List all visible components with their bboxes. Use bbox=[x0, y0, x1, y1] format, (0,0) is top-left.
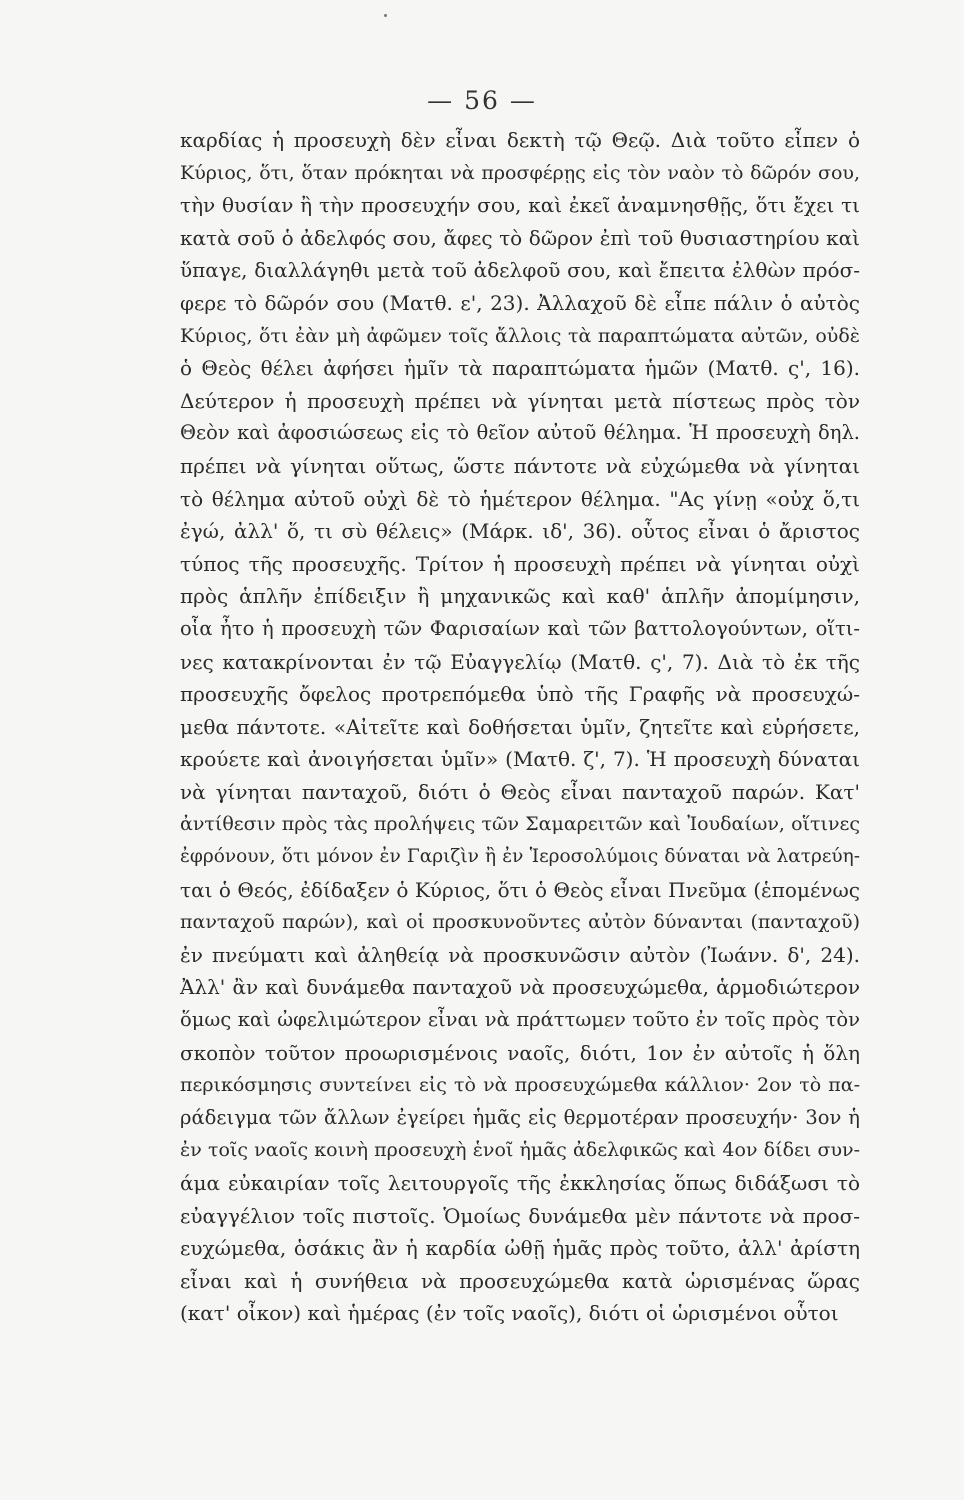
text-line: εὐαγγέλιον τοῖς πιστοῖς. Ὁμοίως δυνάμεθα μὲν πάντοτε νὰ προσ- bbox=[180, 1203, 860, 1228]
text-line: ὕπαγε, διαλλάγηθι μετὰ τοῦ ἀδελφοῦ σου, καὶ ἔπειτα ἐλθὼν πρόσ- bbox=[180, 258, 860, 283]
text-line: Δεύτερον ἡ προσευχὴ πρέπει νὰ γίνηται μετὰ πίστεως πρὸς τὸν bbox=[180, 388, 860, 413]
text-line: ἐφρόνουν, ὅτι μόνον ἐν Γαριζὶν ἢ ἐν Ἱεροσολύμοις δύναται νὰ λατρεύη- bbox=[180, 846, 860, 868]
text-line: ὁ Θεὸς θέλει ἀφήσει ἡμῖν τὰ παραπτώματα ἡμῶν (Ματθ. ς', 16). bbox=[180, 356, 860, 381]
text-line: κατὰ σοῦ ὁ ἀδελφός σου, ἄφες τὸ δῶρον ἐπὶ τοῦ θυσιαστηρίου καὶ bbox=[180, 225, 860, 250]
text-line: προσευχῆς ὄφελος προτρεπόμεθα ὑπὸ τῆς Γραφῆς νὰ προσευχώ- bbox=[180, 682, 860, 707]
text-line: πρὸς ἁπλῆν ἐπίδειξιν ἢ μηχανικῶς καὶ καθ' ἁπλῆν ἀπομίμησιν, bbox=[180, 584, 860, 609]
text-line: ράδειγμα τῶν ἄλλων ἐγείρει ἡμᾶς εἰς θερμοτέραν προσευχήν· 3ον ἡ bbox=[180, 1105, 860, 1129]
text-line: ται ὁ Θεός, ἐδίδαξεν ὁ Κύριος, ὅτι ὁ Θεὸς εἶναι Πνεῦμα (ἑπομένως bbox=[180, 877, 860, 902]
text-line: ἐν τοῖς ναοῖς κοινὴ προσευχὴ ἑνοῖ ἡμᾶς ἀδελφικῶς καὶ 4ον δίδει συν- bbox=[180, 1139, 860, 1162]
text-line: φερε τὸ δῶρόν σου (Ματθ. ε', 23). Ἀλλαχοῦ δὲ εἶπε πάλιν ὁ αὐτὸς bbox=[180, 290, 860, 315]
text-line: τύπος τῆς προσευχῆς. Τρίτον ἡ προσευχὴ πρέπει νὰ γίνηται οὐχὶ bbox=[180, 551, 860, 576]
text-line: Κύριος, ὅτι, ὅταν πρόκηται νὰ προσφέρῃς εἰς τὸν ναὸν τὸ δῶρόν σου, bbox=[180, 161, 860, 184]
text-line: Θεὸν καὶ ἀφοσιώσεως εἰς τὸ θεῖον αὐτοῦ θέλημα. Ἡ προσευχὴ δηλ. bbox=[180, 421, 860, 445]
page-number: — 56 — bbox=[427, 86, 537, 115]
text-line: κρούετε καὶ ἀνοιγήσεται ὑμῖν» (Ματθ. ζ', 7). Ἡ προσευχὴ δύναται bbox=[180, 747, 860, 772]
text-line: σκοπὸν τοῦτον προωρισμένοις ναοῖς, διότι, 1ον ἐν αὐτοῖς ἡ ὅλη bbox=[180, 1040, 860, 1065]
text-line: εἶναι καὶ ἡ συνήθεια νὰ προσευχώμεθα κατὰ ὡρισμένας ὥρας bbox=[180, 1268, 860, 1293]
text-line: πανταχοῦ παρών), καὶ οἱ προσκυνοῦντες αὐτὸν δύνανται (πανταχοῦ) bbox=[180, 911, 860, 934]
text-line: ἀντίθεσιν πρὸς τὰς προλήψεις τῶν Σαμαρειτῶν καὶ Ἰουδαίων, οἵτινες bbox=[180, 813, 860, 836]
text-line: τὸ θέλημα αὐτοῦ οὐχὶ δὲ τὸ ἡμέτερον θέλημα. "Ας γίνῃ «οὐχ ὅ,τι bbox=[180, 486, 860, 511]
body-text bbox=[180, 124, 860, 1330]
text-line: (κατ' οἶκον) καὶ ἡμέρας (ἐν τοῖς ναοῖς), διότι οἱ ὡρισμένοι οὗτοι bbox=[180, 1301, 839, 1326]
paper-speck bbox=[384, 14, 387, 17]
text-line: ὅμως καὶ ὠφελιμώτερον εἶναι νὰ πράττωμεν τοῦτο ἐν τοῖς πρὸς τὸν bbox=[180, 1008, 860, 1032]
text-line: πρέπει νὰ γίνηται οὕτως, ὥστε πάντοτε νὰ εὐχώμεθα νὰ γίνηται bbox=[180, 453, 860, 478]
text-line: τὴν θυσίαν ἢ τὴν προσευχήν σου, καὶ ἐκεῖ ἀναμνησθῇς, ὅτι ἔχει τι bbox=[180, 193, 860, 218]
text-line: οἷα ἦτο ἡ προσευχὴ τῶν Φαρισαίων καὶ τῶν βαττολογούντων, οἵτι- bbox=[180, 616, 860, 640]
text-line: καρδίας ἡ προσευχὴ δὲν εἶναι δεκτὴ τῷ Θεῷ. Διὰ τοῦτο εἶπεν ὁ bbox=[180, 128, 860, 152]
text-line: νὰ γίνηται πανταχοῦ, διότι ὁ Θεὸς εἶναι πανταχοῦ παρών. Κατ' bbox=[180, 779, 860, 804]
text-line: ευχώμεθα, ὁσάκις ἂν ἡ καρδία ὠθῇ ἡμᾶς πρὸς τοῦτο, ἀλλ' ἀρίστη bbox=[180, 1236, 860, 1261]
text-line: ἐν πνεύματι καὶ ἀληθείᾳ νὰ προσκυνῶσιν αὐτὸν (Ἰωάνν. δ', 24). bbox=[180, 942, 860, 967]
text-line: περικόσμησις συντείνει εἰς τὸ νὰ προσευχώμεθα κάλλιον· 2ον τὸ πα- bbox=[180, 1074, 860, 1097]
text-line: μεθα πάντοτε. «Αἰτεῖτε καὶ δοθήσεται ὑμῖν, ζητεῖτε καὶ εὑρήσετε, bbox=[180, 714, 860, 739]
text-line: άμα εὐκαιρίαν τοῖς λειτουργοῖς τῆς ἐκκλησίας ὅπως διδάξωσι τὸ bbox=[180, 1171, 860, 1195]
text-line: νες κατακρίνονται ἐν τῷ Εὐαγγελίῳ (Ματθ. ς', 7). Διὰ τὸ ἐκ τῆς bbox=[180, 649, 860, 674]
text-line: Ἀλλ' ἂν καὶ δυνάμεθα πανταχοῦ νὰ προσευχώμεθα, ἁρμοδιώτερον bbox=[180, 975, 860, 1000]
text-line: Κύριος, ὅτι ἐὰν μὴ ἀφῶμεν τοῖς ἄλλοις τὰ παραπτώματα αὐτῶν, οὐδὲ bbox=[180, 324, 860, 347]
text-line: ἐγώ, ἀλλ' ὅ, τι σὺ θέλεις» (Μάρκ. ιδ', 36). οὗτος εἶναι ὁ ἄριστος bbox=[180, 519, 860, 544]
